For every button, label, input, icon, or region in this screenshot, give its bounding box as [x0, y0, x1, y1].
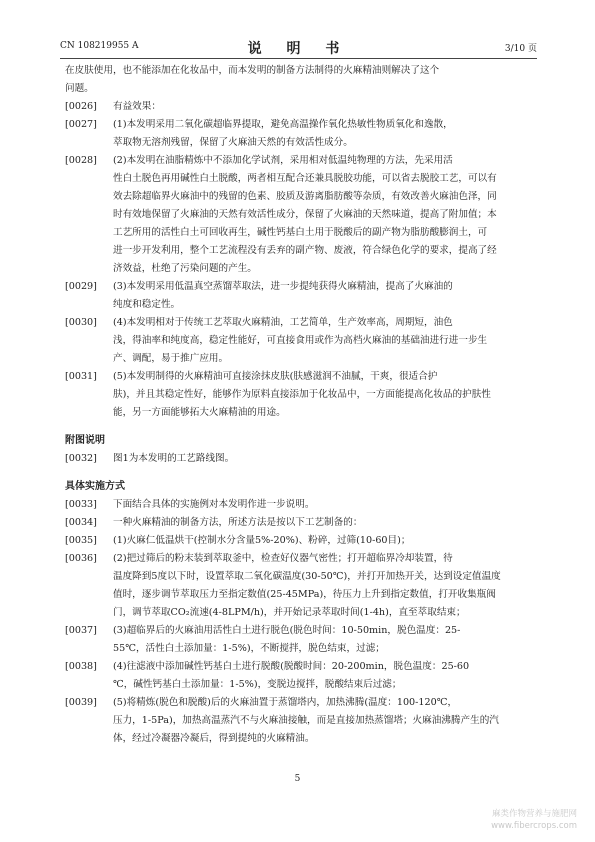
paragraph-text — [113, 514, 533, 532]
intro-line: 在皮肤使用，也不能添加在化妆品中，而本发明的制备方法制得的火麻精油则解决了这个 — [65, 65, 440, 76]
text-line: 55℃，活性白土添加量：1-5%)，不断搅拌，脱色结束，过滤； — [113, 643, 385, 654]
paragraph — [65, 98, 533, 116]
paragraph — [65, 694, 533, 748]
paragraph — [65, 496, 533, 514]
text-line: 济效益，杜绝了污染问题的产生。 — [113, 263, 257, 274]
paragraph — [65, 550, 533, 622]
paragraph-text — [113, 98, 533, 116]
text-line: 一种火麻精油的制备方法，所述方法是按以下工艺制备的： — [113, 517, 363, 528]
text-line: 门，调节萃取CO₂流速(4-8LPM/h)，并开始记录萃取时间(1-4h)，直至萃取结束； — [113, 607, 466, 618]
paragraph-number: [0029] — [65, 281, 97, 292]
text-line: (1)火麻仁低温烘干(控制水分含量5%-20%)、粉碎，过筛(10-60目)； — [113, 535, 411, 546]
paragraph — [65, 622, 533, 658]
paragraph-number: [0027] — [65, 119, 97, 130]
paragraph — [65, 116, 533, 152]
intro-line: 问题。 — [65, 83, 94, 94]
paragraph — [65, 658, 533, 694]
paragraph — [65, 532, 533, 550]
paragraph-text — [113, 496, 533, 514]
paragraph-number: [0039] — [65, 697, 97, 708]
text-line: 有益效果： — [113, 101, 161, 112]
paragraph-text — [113, 532, 533, 550]
text-line: (3)超临界后的火麻油用活性白土进行脱色(脱色时间：10-50min，脱色温度：25- — [113, 625, 461, 636]
paragraph-number: [0031] — [65, 371, 97, 382]
text-line: (5)本发明制得的火麻精油可直接涂抹皮肤(肤感滋润不油腻，干爽，很适合护 — [113, 371, 438, 382]
text-line: 工艺所用的活性白土可回收再生，碱性钙基白土用于脱酸后的副产物为脂肪酸膨润土，可 — [113, 227, 488, 238]
page-number: 5 — [294, 774, 301, 784]
paragraph-number: [0034] — [65, 517, 97, 528]
paragraph — [65, 152, 533, 278]
document-number: CN 108219955 A — [60, 41, 139, 51]
text-line: 下面结合具体的实施例对本发明作进一步说明。 — [113, 499, 315, 510]
paragraph-number: [0032] — [65, 453, 97, 464]
section-heading-figures: 附图说明 — [65, 435, 105, 446]
text-line: 压力，1-5Pa)，加热高温蒸汽不与火麻油接触，而是直接加热蒸馏塔；火麻油沸腾产生的汽 — [113, 715, 499, 726]
watermark — [491, 808, 577, 832]
paragraph-number: [0028] — [65, 155, 97, 166]
paragraph-text — [113, 152, 533, 278]
paragraph-number: [0037] — [65, 625, 97, 636]
paragraph-text — [113, 368, 533, 422]
text-line: (3)本发明采用低温真空蒸馏萃取法，进一步提纯获得火麻精油，提高了火麻油的 — [113, 281, 453, 292]
paragraph-number: [0033] — [65, 499, 97, 510]
section-heading-embodiments: 具体实施方式 — [65, 481, 125, 492]
paragraph — [65, 314, 533, 368]
text-line: (2)本发明在油脂精炼中不添加化学试剂，采用相对低温纯物理的方法，先采用活 — [113, 155, 453, 166]
text-line: 浅，得油率和纯度高，稳定性能好，可直接食用或作为高档火麻油的基础油进行进一步生 — [113, 335, 488, 346]
paragraph-text — [113, 278, 533, 314]
text-line: 产、调配，易于推广应用。 — [113, 353, 229, 364]
paragraph-text — [113, 550, 533, 622]
text-line: 纯度和稳定性。 — [113, 299, 181, 310]
text-line: (5)将精炼(脱色和脱酸)后的火麻油置于蒸馏塔内，加热沸腾(温度：100-120℃， — [113, 697, 458, 708]
text-line: (2)把过筛后的粉末装到萃取釜中，检查好仪器气密性；打开超临界冷却装置，待 — [113, 553, 453, 564]
paragraph — [65, 278, 533, 314]
page-header — [60, 40, 537, 56]
header-divider — [60, 58, 537, 59]
paragraph-text — [113, 116, 533, 152]
paragraph-text — [113, 450, 533, 468]
paragraph-number: [0036] — [65, 553, 97, 564]
text-line: 肤)，并且其稳定性好，能够作为原料直接添加于化妆品中，一方面能提高化妆品的护肤性 — [113, 389, 491, 400]
document-body — [65, 62, 533, 748]
paragraph — [65, 368, 533, 422]
text-line: 萃取物无溶剂残留，保留了火麻油天然的有效活性成分。 — [113, 137, 353, 148]
paragraph-text — [113, 658, 533, 694]
paragraph-number: [0035] — [65, 535, 97, 546]
text-line: 时有效地保留了火麻油的天然有效活性成分，保留了火麻油的天然味道，提高了附加值；本 — [113, 209, 497, 220]
text-line: 体，经过冷凝器冷凝后，得到提纯的火麻精油。 — [113, 733, 315, 744]
text-line: ℃，碱性钙基白土添加量：1-5%)，变脱边搅拌，脱酸结束后过滤； — [113, 679, 402, 690]
paragraph-number: [0030] — [65, 317, 97, 328]
text-line: 值时，逐步调节萃取压力至指定数值(25-45MPa)，待压力上升到指定数值，打开收集瓶阀 — [113, 589, 496, 600]
paragraph-text — [113, 694, 533, 748]
page-title: 说 明 书 — [247, 41, 350, 57]
paragraph-number: [0038] — [65, 661, 97, 672]
text-line: (4)本发明相对于传统工艺萃取火麻精油，工艺简单，生产效率高，周期短，油色 — [113, 317, 453, 328]
text-line: (1)本发明采用二氧化碳超临界提取，避免高温操作氧化热敏性物质氧化和逸散， — [113, 119, 453, 130]
paragraph-number: [0026] — [65, 101, 97, 112]
text-line: 能，另一方面能够拓大火麻精油的用途。 — [113, 407, 286, 418]
paragraph — [65, 514, 533, 532]
paragraph — [65, 450, 533, 468]
text-line: (4)往滤液中添加碱性钙基白土进行脱酸(脱酸时间：20-200min，脱色温度：25-60 — [113, 661, 470, 672]
watermark-title: 麻类作物营养与施肥网 — [491, 809, 577, 819]
text-line: 效去除超临界火麻油中的残留的色素、胶质及游离脂肪酸等杂质，有效改善火麻油色泽，同 — [113, 191, 497, 202]
watermark-url: www.fibercrops.com — [491, 821, 577, 831]
text-line: 温度降到5度以下时，设置萃取二氧化碳温度(30-50℃)，并打开加热开关，达到设定值温度 — [113, 571, 501, 582]
page-indicator: 3/10 页 — [504, 44, 537, 54]
paragraph-text — [113, 314, 533, 368]
text-line: 性白土脱色再用碱性白土脱酸，两者相互配合还兼具脱胶功能，可以省去脱胶工艺，可以有 — [113, 173, 497, 184]
text-line: 图1为本发明的工艺路线图。 — [113, 453, 235, 464]
text-line: 进一步开发利用，整个工艺流程没有丢弃的副产物、废液，符合绿色化学的要求，提高了经 — [113, 245, 497, 256]
paragraph-text — [113, 622, 533, 658]
